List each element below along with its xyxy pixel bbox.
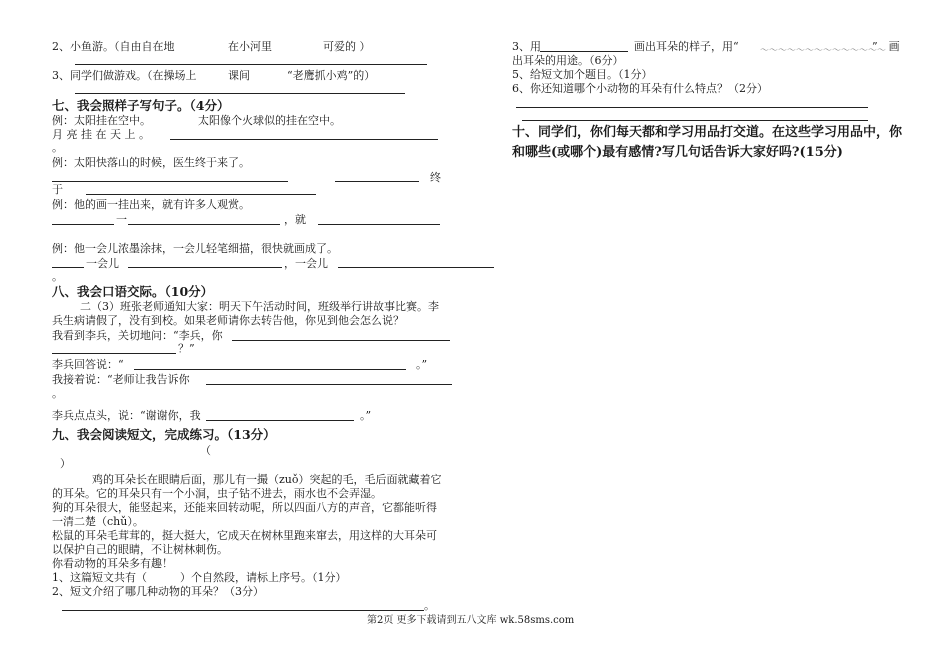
reading-question-6-line-2[interactable] [522,120,868,121]
dialogue-3-line[interactable] [134,369,406,370]
reading-question-3-line[interactable] [540,51,628,52]
dialogue-3-end: 。” [416,358,428,371]
reading-question-3a: 3、用 [512,40,541,53]
reading-question-2-line[interactable] [62,610,424,611]
task-4-end: 。 [52,270,63,283]
section-10-line-1: 十、同学们，你们每天都和学习用品打交道。在这些学习用品中，你 [512,125,903,140]
reading-question-5: 5、给短文加个题目。（1分） [512,68,653,81]
dialogue-4: 我接着说：“老师让我告诉你 [52,373,190,386]
dialogue-2-end: ？” [178,342,195,355]
task-4-yihuier-b: ，一会儿 [284,257,328,270]
dialogue-3: 李兵回答说：“ [52,358,124,371]
q2-answer-line[interactable] [75,64,427,65]
q3-sentence: 3、同学们做游戏。（在操场上 [52,69,197,82]
section-8-passage-2: 兵生病请假了，没有到校。如果老师请你去转告他，你见到他会怎么说？ [52,314,404,327]
example-1: 例：太阳挂在空中。 [52,114,151,127]
task-4-line-c[interactable] [338,267,494,268]
reading-question-3b: 画出耳朵的样子，用“ [634,40,739,53]
dialogue-1-line[interactable] [232,340,450,341]
task-4-yihuier-a: 一会儿 [86,257,119,270]
q2-option-3: 可爱的 ） [323,40,371,53]
section-7-title: 七、我会照样子写句子。（4分） [52,98,230,113]
example-1-answer: 太阳像个火球似的挂在空中。 [198,114,341,127]
reading-question-6-line-1[interactable] [516,107,868,108]
task-3-line-b[interactable] [128,224,280,225]
reading-question-1: 1、这篇短文共有（ ）个自然段，请标上序号。（1分） [52,571,347,584]
reading-p2a: 狗的耳朵很大，能竖起来，还能来回转动呢，所以四面八方的声音，它都能听得 [52,501,437,514]
reading-p1b: 的耳朵。它的耳朵只有一个小洞，虫子钻不进去，雨水也不会弄湿。 [52,487,382,500]
example-2: 例：太阳快落山的时候，医生终于来了。 [52,156,250,169]
reading-p1a: 鸡的耳朵长在眼睛后面，那儿有一撮（zuǒ）突起的毛，毛后面就藏着它 [92,473,442,486]
title-paren-open: （ [200,444,211,457]
task-2-line-b[interactable] [335,181,419,182]
title-paren-close: ） [60,457,71,470]
section-8-passage-1: 二（3）班张老师通知大家：明天下午活动时间，班级举行讲故事比赛。李 [80,300,439,313]
q2-option-2: 在小河里 [228,40,272,53]
task-3-line-c[interactable] [318,224,440,225]
page-footer: 第2页 更多下载请到五八文库 wk.58sms.com [367,615,575,626]
reading-question-3c: ” 画 [872,40,900,53]
task-2-word-yu: 于 [52,183,63,196]
wavy-line-mark: ～～～～～～～～～～～～～～ [760,46,887,56]
reading-question-6: 6、你还知道哪个小动物的耳朵有什么特点？（2分） [512,82,768,95]
task-3-jiu: ，就 [284,213,306,226]
reading-p3b: 以保护自己的眼睛，不让树林刺伤。 [52,543,228,556]
task-3-line-a[interactable] [52,224,114,225]
example-3: 例：他的画一挂出来，就有许多人观赏。 [52,198,250,211]
q3-option-2: 课间 [228,69,250,82]
reading-question-3d: 出耳朵的用途。（6分） [512,54,624,67]
task-4-line-a[interactable] [52,267,84,268]
reading-question-2: 2、短文介绍了哪几种动物的耳朵？（3分） [52,585,264,598]
dialogue-4-end: 。 [52,387,63,400]
task-3-yi: 一 [116,213,127,226]
section-10-line-2: 和哪些(或哪个)最有感情?写几句话告诉大家好吗?(15分) [512,145,843,160]
q3-option-3: “老鹰抓小鸡”的） [287,69,376,82]
section-8-title: 八、我会口语交际。（10分） [52,284,214,299]
dialogue-4-line[interactable] [206,384,452,385]
dialogue-1: 我看到李兵，关切地问：“李兵，你 [52,329,223,342]
dialogue-5: 李兵点点头，说：“谢谢你，我 [52,409,201,422]
task-1: 月 亮 挂 在 天 上 。 [52,128,150,141]
task-2-line-c[interactable] [86,194,316,195]
reading-p2b: 一清二楚（chǔ）。 [52,515,144,528]
q2-sentence: 2、小鱼游。（自由自在地 [52,40,175,53]
reading-p4: 你看动物的耳朵多有趣！ [52,557,173,570]
dialogue-5-line[interactable] [206,420,354,421]
q3-answer-line[interactable] [75,93,405,94]
task-2-line-a[interactable] [52,181,288,182]
dialogue-2-line[interactable] [52,353,176,354]
task-4-line-b[interactable] [128,267,282,268]
example-4: 例：他一会儿浓墨涂抹，一会儿轻笔细描，很快就画成了。 [52,242,338,255]
task-1-end: 。 [52,141,63,154]
task-2-word-zhong: 终 [430,171,441,184]
reading-question-2-end: 。 [424,599,435,612]
dialogue-5-end: 。” [360,409,372,422]
section-9-title: 九、我会阅读短文，完成练习。（13分） [52,427,276,442]
reading-p3a: 松鼠的耳朵毛茸茸的，挺大挺大，它成天在树林里跑来窜去，用这样的大耳朵可 [52,529,437,542]
task-1-answer-line[interactable] [170,139,438,140]
